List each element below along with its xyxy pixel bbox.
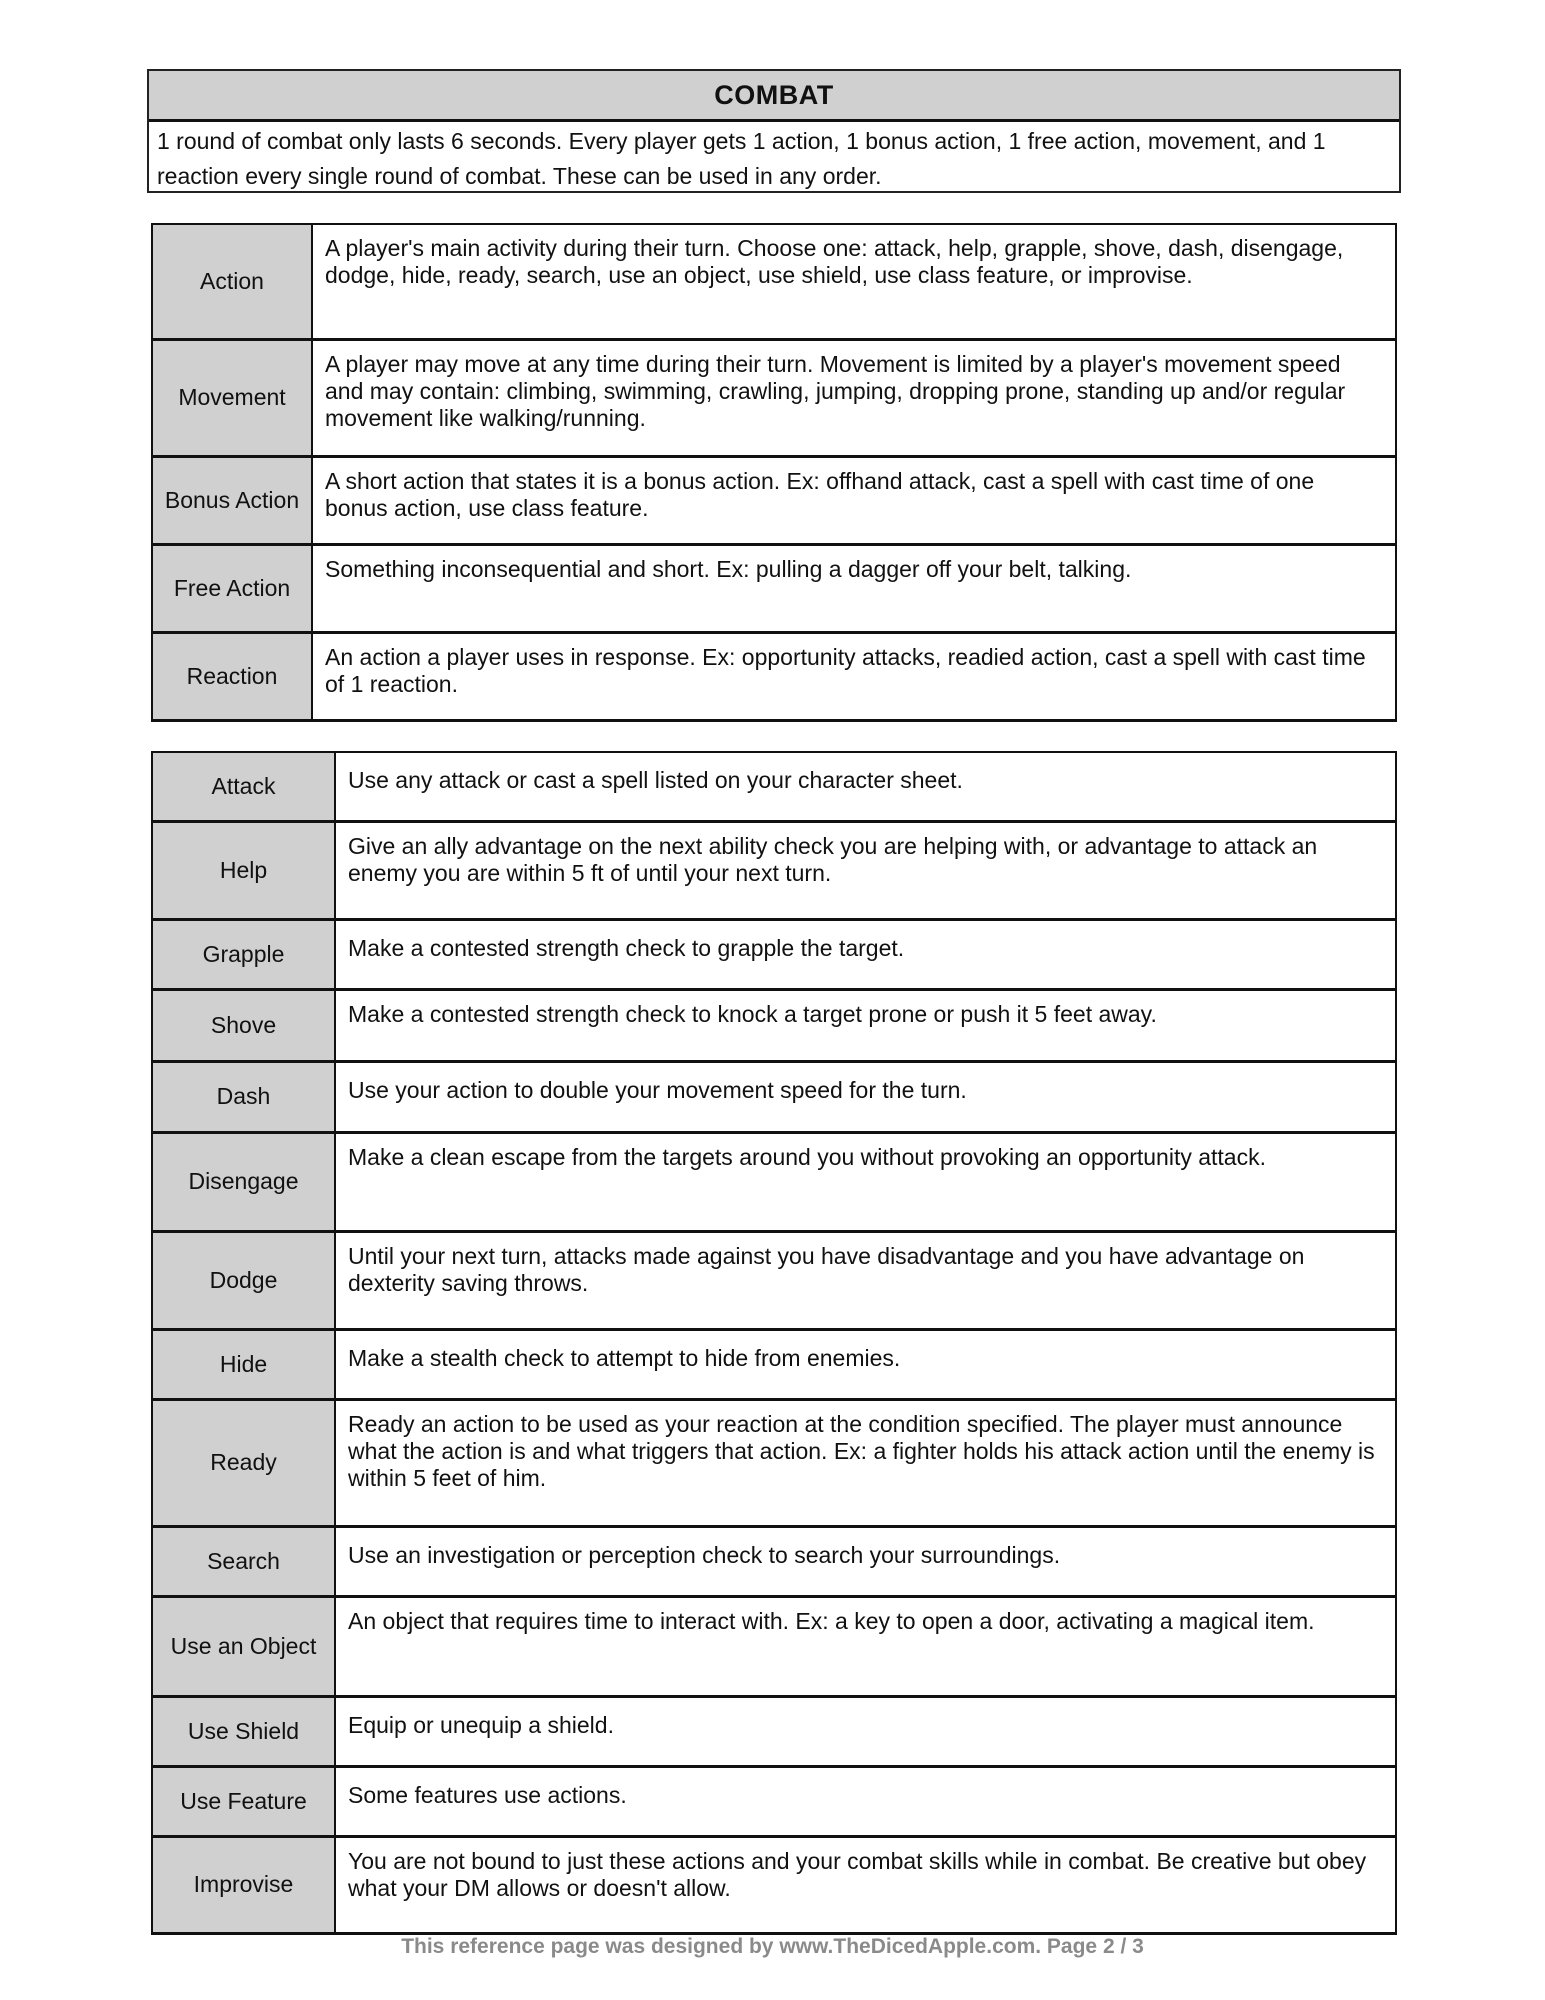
turn-components-table (151, 223, 1397, 722)
table-row (152, 1329, 1396, 1399)
table-row (152, 632, 1396, 720)
footer-credit: This reference page was designed by www.TheDicedApple.com. Page 2 / 3 (401, 1935, 1144, 1958)
page-title: COMBAT (149, 71, 1399, 122)
table-row (152, 1061, 1396, 1132)
table-row (152, 339, 1396, 456)
row-description: Use your action to double your movement speed for the turn. (335, 1061, 1396, 1132)
row-label: Reaction (152, 632, 312, 720)
table-row (152, 1132, 1396, 1231)
row-description: Use an investigation or perception check to search your surroundings. (335, 1526, 1396, 1596)
row-label: Use an Object (152, 1596, 335, 1696)
row-description: A player's main activity during their turn. Choose one: attack, help, grapple, shove, dash, disengage, dodge, hide, ready, search, use an object, use shield, use class feature, or improvise. (312, 224, 1396, 339)
row-label: Grapple (152, 919, 335, 989)
row-description: An object that requires time to interact with. Ex: a key to open a door, activating a magical item. (335, 1596, 1396, 1696)
table-row (152, 224, 1396, 339)
table-row (152, 1696, 1396, 1766)
row-description: Make a stealth check to attempt to hide from enemies. (335, 1329, 1396, 1399)
table-row (152, 1836, 1396, 1933)
row-label: Free Action (152, 544, 312, 632)
row-description: An action a player uses in response. Ex: opportunity attacks, readied action, cast a spell with cast time of 1 reaction. (312, 632, 1396, 720)
row-label: Search (152, 1526, 335, 1596)
table-row (152, 1596, 1396, 1696)
table-row (152, 1766, 1396, 1836)
row-description: Equip or unequip a shield. (335, 1696, 1396, 1766)
row-label: Hide (152, 1329, 335, 1399)
row-description: Some features use actions. (335, 1766, 1396, 1836)
row-description: Something inconsequential and short. Ex: pulling a dagger off your belt, talking. (312, 544, 1396, 632)
table-row (152, 1526, 1396, 1596)
row-label: Action (152, 224, 312, 339)
actions-table (151, 751, 1397, 1935)
row-description: Use any attack or cast a spell listed on your character sheet. (335, 752, 1396, 821)
row-label: Dodge (152, 1231, 335, 1329)
row-description: Make a contested strength check to grapple the target. (335, 919, 1396, 989)
table-row (152, 456, 1396, 544)
row-label: Use Shield (152, 1696, 335, 1766)
row-label: Improvise (152, 1836, 335, 1933)
table-row (152, 1399, 1396, 1526)
row-label: Attack (152, 752, 335, 821)
combat-intro-box (147, 69, 1401, 193)
row-label: Help (152, 821, 335, 919)
row-description: Make a contested strength check to knock a target prone or push it 5 feet away. (335, 989, 1396, 1061)
row-description: Give an ally advantage on the next ability check you are helping with, or advantage to attack an enemy you are within 5 ft of until your next turn. (335, 821, 1396, 919)
row-label: Ready (152, 1399, 335, 1526)
table-row (152, 919, 1396, 989)
intro-text: 1 round of combat only lasts 6 seconds. Every player gets 1 action, 1 bonus action, 1 free action, movement, and 1 reaction every single round of combat. These can be used in any order. (157, 128, 1326, 189)
table-row (152, 752, 1396, 821)
row-description: Make a clean escape from the targets around you without provoking an opportunity attack. (335, 1132, 1396, 1231)
table-row (152, 544, 1396, 632)
row-description: A short action that states it is a bonus action. Ex: offhand attack, cast a spell with cast time of one bonus action, use class feature. (312, 456, 1396, 544)
row-description: Ready an action to be used as your reaction at the condition specified. The player must announce what the action is and what triggers that action. Ex: a fighter holds his attack action until the enemy is within 5 feet of him. (335, 1399, 1396, 1526)
row-label: Movement (152, 339, 312, 456)
table-row (152, 1231, 1396, 1329)
table-row (152, 821, 1396, 919)
row-label: Disengage (152, 1132, 335, 1231)
row-label: Dash (152, 1061, 335, 1132)
row-description: A player may move at any time during their turn. Movement is limited by a player's movement speed and may contain: climbing, swimming, crawling, jumping, dropping prone, standing up and/or regular movement like walking/running. (312, 339, 1396, 456)
row-label: Bonus Action (152, 456, 312, 544)
row-label: Shove (152, 989, 335, 1061)
row-description: Until your next turn, attacks made against you have disadvantage and you have advantage on dexterity saving throws. (335, 1231, 1396, 1329)
row-description: You are not bound to just these actions and your combat skills while in combat. Be creative but obey what your DM allows or doesn't allow. (335, 1836, 1396, 1933)
table-row (152, 989, 1396, 1061)
row-label: Use Feature (152, 1766, 335, 1836)
